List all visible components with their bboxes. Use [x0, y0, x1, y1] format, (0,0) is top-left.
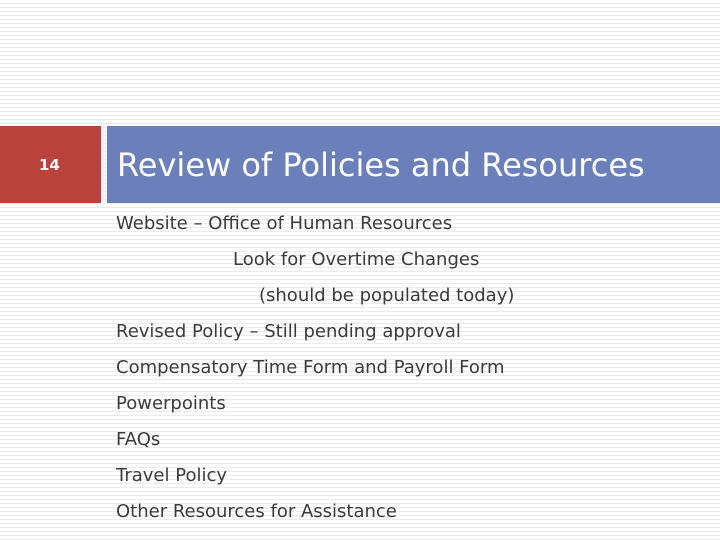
- slide-number-box: [0, 126, 101, 203]
- content-line-populated-today: (should be populated today): [259, 285, 515, 306]
- content-line-other-resources: Other Resources for Assistance: [116, 501, 397, 522]
- content-line-website: Website – Office of Human Resources: [116, 213, 453, 234]
- title-bar: [107, 126, 720, 203]
- content-line-travel-policy: Travel Policy: [116, 465, 228, 486]
- content-line-powerpoints: Powerpoints: [116, 393, 226, 414]
- content-line-comp-time-form: Compensatory Time Form and Payroll Form: [116, 357, 505, 378]
- slide-title: Review of Policies and Resources: [117, 146, 645, 184]
- content-line-faqs: FAQs: [116, 429, 161, 450]
- content-line-overtime-changes: Look for Overtime Changes: [233, 249, 480, 270]
- slide-content: [116, 206, 706, 530]
- content-line-revised-policy: Revised Policy – Still pending approval: [116, 321, 461, 342]
- slide-number: 14: [39, 156, 60, 174]
